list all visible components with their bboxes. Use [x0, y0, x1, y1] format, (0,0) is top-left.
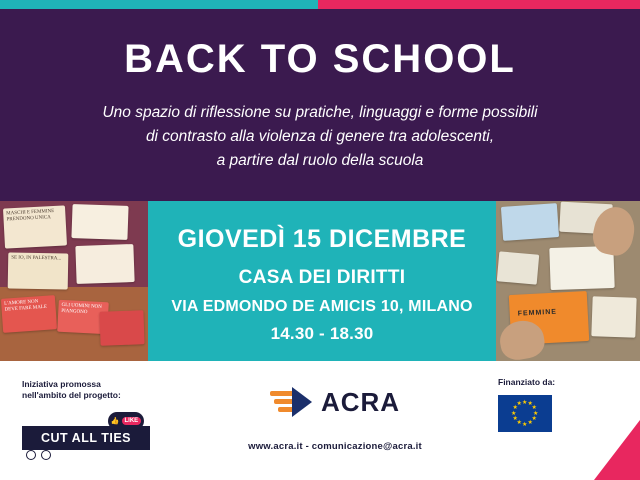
promoter-label-line-2: nell'ambito del progetto:: [22, 390, 121, 401]
top-accent-teal: [0, 0, 318, 9]
sticky-note: [1, 295, 57, 333]
top-accent-pink: [318, 0, 640, 9]
eu-star-icon: ★: [531, 416, 537, 422]
funding-section: [498, 377, 608, 432]
european-union-flag-icon: [498, 395, 552, 432]
eu-star-icon: ★: [512, 405, 518, 411]
sticky-note-text: SE IO, IN PALESTRA...: [11, 255, 62, 262]
promoter-section: [22, 379, 192, 458]
photo-left: [0, 201, 148, 361]
thumbs-up-icon: 👍: [110, 417, 120, 425]
header-block: [0, 9, 640, 201]
eu-star-icon: ★: [516, 420, 522, 427]
eu-star-icon: ★: [527, 420, 533, 427]
event-date: GIOVEDÌ 15 DICEMBRE: [177, 225, 467, 253]
acra-mark-icon: [270, 385, 314, 419]
project-logo-dots: [26, 450, 51, 460]
corner-accent-pink: [594, 420, 640, 480]
subtitle-line-2: di contrasto alla violenza di genere tra adolescenti,: [145, 128, 495, 146]
promoter-label: [22, 379, 192, 402]
eu-star-icon: ★: [512, 416, 518, 422]
sticky-note-text: MASCHI E FEMMINE PRENDONO UNICA: [6, 208, 55, 223]
sticky-note-text: L'AMORE NON DEVE FARE MALE: [4, 299, 48, 313]
logo-dot-icon: [41, 450, 51, 460]
sticky-note-text: GLI UOMINI NON PIANGONO: [61, 302, 102, 316]
sticky-note: [3, 205, 67, 248]
sticky-note: [8, 252, 69, 289]
project-logo: [22, 412, 162, 458]
subtitle-line-3: a partire dal ruolo della scuola: [216, 152, 424, 170]
organization-contacts[interactable]: www.acra.it - comunicazione@acra.it: [248, 441, 422, 452]
sticky-note: [75, 244, 134, 284]
eu-star-icon: ★: [522, 421, 528, 428]
promoter-label-line-1: Iniziativa promossa: [22, 379, 101, 389]
sticky-note: [99, 310, 144, 346]
event-venue: CASA DEI DIRITTI: [238, 267, 406, 288]
organization-section: [240, 385, 430, 452]
event-details: [148, 201, 496, 361]
eu-star-icon: ★: [522, 399, 528, 406]
logo-dot-icon: [26, 450, 36, 460]
eu-star-icon: ★: [527, 400, 533, 407]
page-title: BACK TO SCHOOL: [124, 37, 516, 81]
eu-star-icon: ★: [533, 410, 539, 417]
photo-right: [496, 201, 640, 361]
eu-star-icon: ★: [516, 400, 522, 407]
footer-block: [0, 361, 640, 480]
organization-name: ACRA: [320, 386, 401, 417]
event-band: [0, 201, 640, 361]
orange-card-label: FEMMINE: [517, 308, 558, 318]
top-accent-bar: [0, 0, 640, 9]
paper-sheet: [501, 203, 559, 241]
sticky-note: [71, 204, 128, 240]
event-address: VIA EDMONDO DE AMICIS 10, MILANO: [171, 298, 473, 315]
event-time: 14.30 - 18.30: [270, 324, 374, 343]
subtitle: [0, 79, 640, 173]
eu-star-icon: ★: [531, 405, 537, 411]
paper-sheet: [497, 251, 539, 284]
subtitle-line-1: Uno spazio di riflessione su pratiche, linguaggi e forme possibili: [102, 104, 538, 121]
organization-logo: [240, 385, 430, 419]
project-logo-badge-text: LIKE: [122, 417, 142, 425]
eu-star-icon: ★: [511, 410, 517, 417]
paper-sheet: [591, 296, 636, 338]
project-logo-text: CUT ALL TIES: [40, 430, 132, 445]
project-logo-badge: [108, 412, 144, 430]
funding-label: Finanziato da:: [498, 377, 556, 387]
